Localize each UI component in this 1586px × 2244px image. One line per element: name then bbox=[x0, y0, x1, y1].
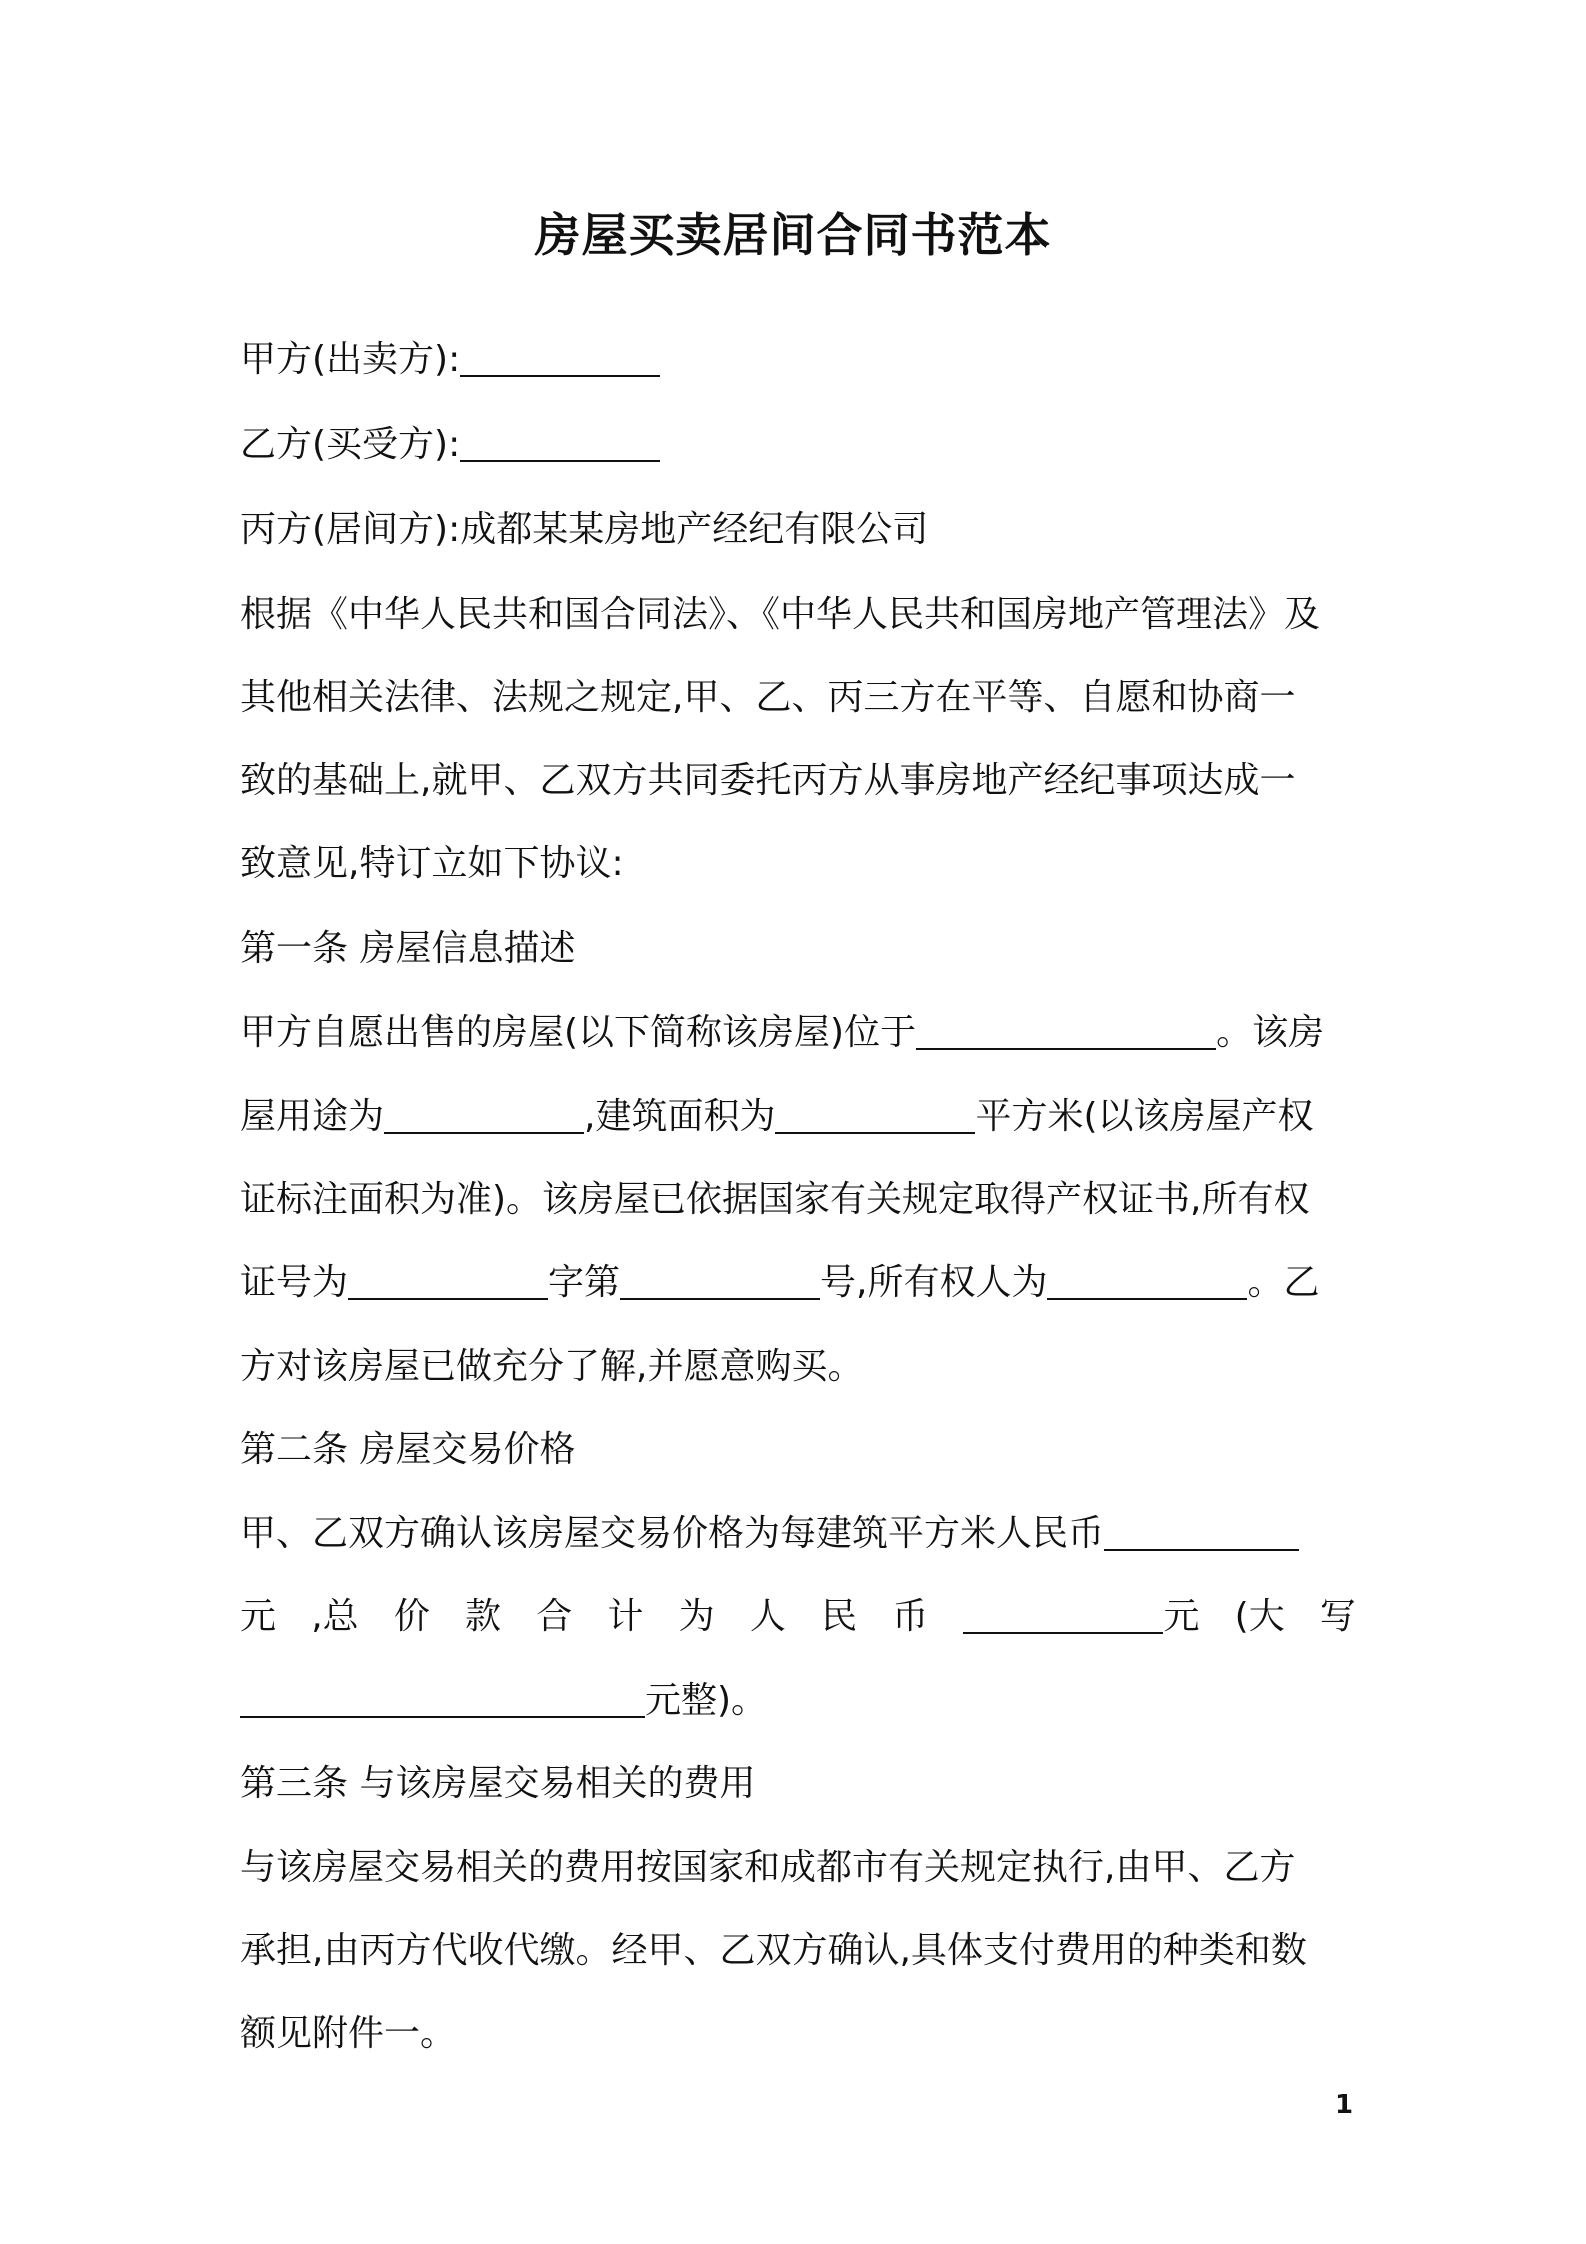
total-price-group bbox=[963, 1592, 1199, 1642]
article-1-text: 平方米(以该房屋产权 bbox=[975, 1096, 1314, 1137]
party-a-label: 甲方(出卖方): bbox=[240, 339, 461, 380]
article-1-text: 甲方自愿出售的房屋(以下简称该房屋)位于 bbox=[240, 1012, 917, 1053]
party-c-line: 丙方(居间方):成都某某房地产经纪有限公司 bbox=[240, 509, 929, 550]
article-1-line-1 bbox=[240, 1008, 1356, 1058]
page-number: 1 bbox=[1335, 2090, 1354, 2120]
article-2-text: 甲、乙双方确认该房屋交易价格为每建筑平方米人民币 bbox=[240, 1513, 1105, 1554]
article-1-text: 。乙 bbox=[1247, 1262, 1320, 1303]
party-a-line bbox=[240, 335, 1356, 385]
certificate-number-blank[interactable] bbox=[620, 1268, 820, 1300]
party-b-blank[interactable] bbox=[460, 430, 660, 462]
unit-price-blank[interactable] bbox=[1104, 1519, 1299, 1551]
article-1-line-5: 方对该房屋已做充分了解,并愿意购买。 bbox=[240, 1346, 864, 1387]
article-2-char: 计 bbox=[607, 1596, 644, 1637]
preamble-line: 其他相关法律、法规之规定,甲、乙、丙三方在平等、自愿和协商一 bbox=[240, 677, 1296, 718]
article-3-heading: 第三条 与该房屋交易相关的费用 bbox=[240, 1763, 756, 1804]
article-2-line-2 bbox=[240, 1592, 1356, 1642]
article-2-char: 民 bbox=[821, 1596, 858, 1637]
article-1-text: ,建筑面积为 bbox=[584, 1096, 776, 1137]
article-1-text: 字第 bbox=[548, 1262, 621, 1303]
article-2-line-3 bbox=[240, 1676, 1356, 1726]
article-2-char: 人 bbox=[749, 1596, 786, 1637]
article-1-line-2 bbox=[240, 1092, 1356, 1142]
article-1-text: 。该房 bbox=[1216, 1012, 1325, 1053]
building-area-blank[interactable] bbox=[775, 1102, 975, 1134]
article-2-char: 为 bbox=[678, 1596, 715, 1637]
article-1-line-4 bbox=[240, 1258, 1356, 1308]
article-2-text: 元整)。 bbox=[645, 1680, 768, 1721]
preamble-line: 致的基础上,就甲、乙双方共同委托丙方从事房地产经纪事项达成一 bbox=[240, 760, 1296, 801]
article-1-line-3: 证标注面积为准)。该房屋已依据国家有关规定取得产权证书,所有权 bbox=[240, 1179, 1310, 1220]
article-1-text: 屋用途为 bbox=[240, 1096, 385, 1137]
preamble-line: 根据《中华人民共和国合同法》、《中华人民共和国房地产管理法》及 bbox=[240, 594, 1321, 635]
article-2-char: ,总 bbox=[311, 1596, 359, 1637]
house-usage-blank[interactable] bbox=[384, 1102, 584, 1134]
party-b-label: 乙方(买受方): bbox=[240, 424, 461, 465]
article-2-char: 款 bbox=[465, 1596, 502, 1637]
article-2-char: 价 bbox=[393, 1596, 430, 1637]
article-2-char: 币 bbox=[892, 1596, 929, 1637]
party-b-line bbox=[240, 420, 1356, 470]
document-title: 房屋买卖居间合同书范本 bbox=[534, 208, 1052, 262]
owner-name-blank[interactable] bbox=[1047, 1268, 1247, 1300]
house-location-blank[interactable] bbox=[916, 1018, 1216, 1050]
party-a-blank[interactable] bbox=[460, 345, 660, 377]
article-2-char: 写 bbox=[1319, 1596, 1356, 1637]
article-1-text: 证号为 bbox=[240, 1262, 349, 1303]
preamble-line: 致意见,特订立如下协议: bbox=[240, 843, 624, 884]
article-1-heading: 第一条 房屋信息描述 bbox=[240, 928, 576, 969]
article-2-line-1 bbox=[240, 1509, 1356, 1559]
article-3-line: 额见附件一。 bbox=[240, 2013, 457, 2054]
article-2-char: 元 bbox=[240, 1596, 277, 1637]
total-price-blank[interactable] bbox=[963, 1602, 1163, 1634]
article-3-line: 承担,由丙方代收代缴。经甲、乙双方确认,具体支付费用的种类和数 bbox=[240, 1930, 1307, 1971]
certificate-prefix-blank[interactable] bbox=[348, 1268, 548, 1300]
article-2-char: (大 bbox=[1234, 1596, 1285, 1637]
article-2-char: 合 bbox=[536, 1596, 573, 1637]
article-2-char: 元 bbox=[1163, 1596, 1200, 1637]
article-3-line: 与该房屋交易相关的费用按国家和成都市有关规定执行,由甲、乙方 bbox=[240, 1847, 1296, 1888]
total-price-capital-blank[interactable] bbox=[240, 1686, 645, 1718]
article-2-heading: 第二条 房屋交易价格 bbox=[240, 1429, 576, 1470]
article-1-text: 号,所有权人为 bbox=[820, 1262, 1048, 1303]
